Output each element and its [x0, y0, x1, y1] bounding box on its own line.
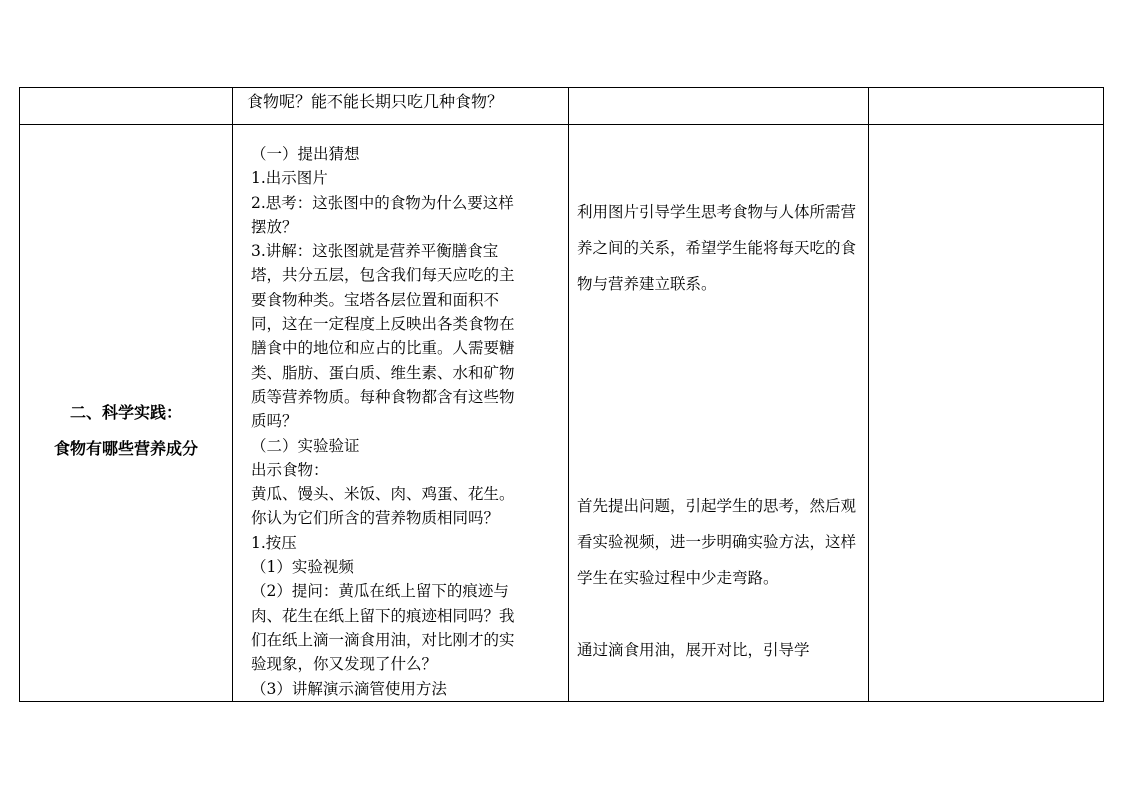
- process-line: 膳食中的地位和应占的比重。人需要糖: [251, 339, 515, 358]
- section-title: 二、科学实践：: [69, 402, 182, 422]
- process-line: 1.按压: [251, 533, 297, 552]
- section-subtitle: 食物有哪些营养成分: [53, 438, 198, 458]
- process-line: （3）讲解演示滴管使用方法: [251, 679, 447, 698]
- process-cell: [233, 125, 569, 702]
- process-line: 你认为它们所含的营养物质相同吗？: [251, 509, 500, 528]
- process-line: 1.出示图片: [251, 169, 328, 188]
- table-row: [20, 125, 1104, 702]
- process-line: （1）实验视频: [251, 558, 354, 577]
- process-line: 们在纸上滴一滴食用油，对比刚才的实: [251, 630, 515, 649]
- process-line: （2）提问：黄瓜在纸上留下的痕迹与: [251, 582, 509, 601]
- process-line: 3.讲解：这张图就是营养平衡膳食宝: [251, 242, 499, 261]
- process-line: 要食物种类。宝塔各层位置和面积不: [251, 290, 500, 309]
- process-line: 塔，共分五层，包含我们每天应吃的主: [251, 266, 515, 285]
- section-cell: [20, 125, 233, 702]
- process-line: 质等营养物质。每种食物都含有这些物: [251, 387, 515, 406]
- process-line: 验现象，你又发现了什么？: [251, 655, 438, 674]
- process-line: 质吗？: [251, 412, 298, 431]
- process-line: （一）提出猜想: [251, 145, 360, 163]
- process-line: 摆放？: [251, 217, 298, 236]
- process-line: 类、脂肪、蛋白质、维生素、水和矿物: [251, 363, 515, 382]
- process-line: 黄瓜、馒头、米饭、肉、鸡蛋、花生。: [251, 485, 515, 504]
- process-line: （二）实验验证: [251, 436, 360, 455]
- table-row: [20, 88, 1104, 125]
- intent-cell: [569, 88, 869, 125]
- process-line: 2.思考：这张图中的食物为什么要这样: [251, 193, 514, 212]
- intent-text: 首先提出问题，引起学生的思考，然后观看实验视频，进一步明确实验方法，这样学生在实验过程中少走弯路。: [577, 497, 857, 587]
- intent-cell: [569, 125, 869, 702]
- process-cell: [233, 88, 569, 125]
- process-line: 出示食物：: [251, 460, 329, 479]
- process-text: 食物呢？能不能长期只吃几种食物？: [247, 92, 504, 111]
- intent-text: 通过滴食用油，展开对比，引导学: [577, 641, 810, 659]
- process-line: 肉、花生在纸上留下的痕迹相同吗？我: [251, 606, 515, 625]
- process-text: [233, 125, 568, 701]
- process-line: 同，这在一定程度上反映出各类食物在: [251, 315, 515, 334]
- notes-cell: [869, 125, 1104, 702]
- section-cell: [20, 88, 233, 125]
- notes-cell: [869, 88, 1104, 125]
- intent-text: 利用图片引导学生思考食物与人体所需营养之间的关系，希望学生能将每天吃的食物与营养建立联系。: [577, 203, 857, 293]
- lesson-plan-table: [19, 87, 1104, 702]
